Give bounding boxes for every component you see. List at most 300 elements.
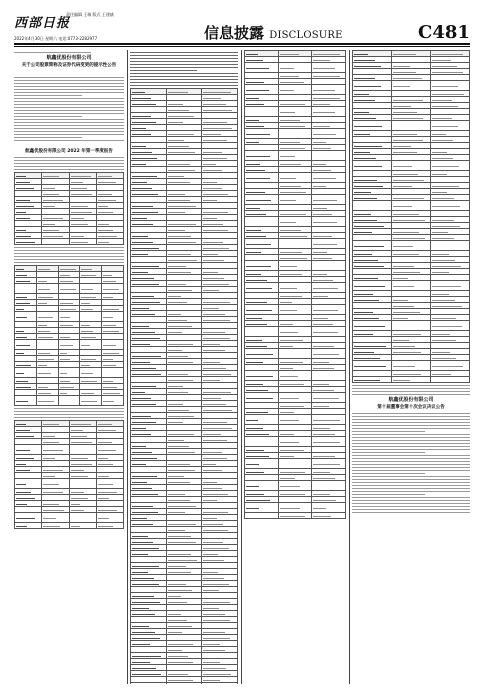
text-line <box>352 422 470 423</box>
table-cell <box>58 340 80 350</box>
table-cell <box>42 523 69 529</box>
section-title <box>204 22 343 43</box>
table-cell <box>36 284 58 294</box>
section-title-cn: 信息披露 <box>204 24 265 42</box>
table-row <box>245 63 346 73</box>
table-cell <box>15 396 37 406</box>
table-cell <box>278 371 312 381</box>
text-line <box>352 497 470 498</box>
text-line <box>352 391 470 392</box>
text-line <box>130 67 238 68</box>
table-row <box>245 437 346 447</box>
table-cell <box>353 281 392 291</box>
table-cell <box>36 396 58 406</box>
text-line <box>352 440 470 441</box>
text-line <box>130 61 238 62</box>
table-cell <box>80 312 102 322</box>
table-cell <box>312 513 346 519</box>
text-line <box>352 506 470 507</box>
table-row <box>15 513 124 523</box>
text-line <box>352 428 470 429</box>
table-row <box>245 195 346 205</box>
text-line <box>352 394 470 395</box>
table-cell <box>312 503 346 513</box>
table-row <box>245 327 346 337</box>
table-cell <box>15 340 37 350</box>
text-line <box>14 259 124 260</box>
table-cell <box>58 312 80 322</box>
text-line <box>130 58 238 59</box>
table-cell <box>278 129 312 139</box>
table-row <box>245 107 346 117</box>
table-cell <box>245 327 279 337</box>
financial-table <box>14 420 124 529</box>
article-code <box>14 52 91 53</box>
table-cell <box>42 513 69 523</box>
table-cell <box>245 513 279 519</box>
article-body <box>352 413 470 513</box>
text-line <box>14 131 124 132</box>
table-cell <box>312 173 346 183</box>
table-cell <box>312 63 346 73</box>
text-line <box>352 446 470 447</box>
table-cell <box>312 151 346 161</box>
text-line <box>14 134 124 135</box>
text-line <box>352 455 470 456</box>
text-line <box>14 253 124 254</box>
table-cell <box>312 305 346 315</box>
table-cell <box>69 239 96 245</box>
table-cell <box>312 261 346 271</box>
table-row <box>353 377 470 383</box>
text-line <box>352 494 425 495</box>
table-cell <box>312 107 346 117</box>
table-row <box>15 284 124 294</box>
text-line <box>14 116 82 117</box>
edition-line: 责任编辑 王瑞 版式 王建斌 <box>66 12 114 17</box>
table-cell <box>431 377 470 383</box>
text-line <box>14 104 124 105</box>
table-cell <box>278 349 312 359</box>
table-row <box>245 503 346 513</box>
article-headline: 第十届董事会第十次会议决议公告 <box>377 405 445 410</box>
table-cell <box>15 513 42 523</box>
text-line <box>14 89 124 90</box>
table-row <box>245 305 346 315</box>
table-cell <box>278 107 312 117</box>
table-cell <box>312 195 346 205</box>
table-row <box>245 393 346 403</box>
table-row <box>245 371 346 381</box>
table-row <box>353 201 470 211</box>
financial-table <box>244 50 346 519</box>
section-title-en: DISCLOSURE <box>269 30 343 41</box>
table-cell <box>312 327 346 337</box>
text-line <box>352 503 470 504</box>
report-headline: 航鑫优股份有限公司 2022 年第一季度报告 <box>25 149 113 154</box>
masthead <box>14 12 114 31</box>
table-cell <box>392 161 431 171</box>
text-line <box>14 125 124 126</box>
text-line <box>352 385 470 386</box>
table-row <box>353 281 470 291</box>
table-cell <box>245 349 279 359</box>
column-divider <box>127 50 128 684</box>
table-cell <box>69 523 96 529</box>
page-number: C481 <box>418 22 470 43</box>
text-line <box>352 449 470 450</box>
text-line <box>352 431 425 432</box>
text-line <box>352 512 470 513</box>
text-line <box>14 140 124 141</box>
table-cell <box>36 368 58 378</box>
table-cell <box>312 393 346 403</box>
text-line <box>352 434 470 435</box>
table-row <box>245 513 346 519</box>
table-cell <box>312 217 346 227</box>
table-cell <box>353 377 392 383</box>
dateline: 2022年4月30日 星期六 电话:0773-2282977 <box>14 36 98 41</box>
text-line <box>14 77 124 78</box>
table-cell <box>245 459 279 469</box>
table-cell <box>80 340 102 350</box>
article-company-name: 航鑫优股份有限公司 <box>46 55 92 61</box>
text-line <box>14 411 124 412</box>
financial-table <box>130 88 238 684</box>
table-cell <box>312 459 346 469</box>
table-cell <box>431 161 470 171</box>
table-cell <box>58 396 80 406</box>
table-cell <box>392 361 431 371</box>
text-line <box>130 55 238 56</box>
table-row <box>245 85 346 95</box>
table-row <box>245 261 346 271</box>
table-row <box>15 396 124 406</box>
text-line <box>352 388 470 389</box>
text-line <box>130 64 238 65</box>
text-line <box>352 461 470 462</box>
table-cell <box>96 239 123 245</box>
table-cell <box>431 81 470 91</box>
column-divider <box>241 50 242 684</box>
table-cell <box>245 305 279 315</box>
text-line <box>14 107 124 108</box>
column-4 <box>352 50 470 684</box>
text-line <box>14 137 82 138</box>
table-row <box>15 479 124 489</box>
article-body <box>14 408 124 418</box>
table-cell <box>245 481 279 491</box>
table-cell <box>353 361 392 371</box>
text-line <box>14 119 124 120</box>
text-line <box>14 256 124 257</box>
text-line <box>352 509 470 510</box>
table-row <box>245 173 346 183</box>
table-cell <box>245 63 279 73</box>
table-cell <box>166 683 202 685</box>
table-cell <box>96 445 123 455</box>
column-3 <box>244 50 346 684</box>
table-cell <box>245 85 279 95</box>
table-row <box>353 161 470 171</box>
text-line <box>14 92 124 93</box>
table-cell <box>96 523 123 529</box>
table-cell <box>131 683 167 685</box>
text-line <box>130 82 238 83</box>
article-headline: 关于公司股票简称及证券代码变更的提示性公告 <box>21 63 117 68</box>
table-row <box>15 312 124 322</box>
table-cell <box>245 393 279 403</box>
table-cell <box>102 340 124 350</box>
table-cell <box>15 368 37 378</box>
text-line <box>14 101 124 102</box>
newspaper-logo: 西部日报 <box>14 16 71 31</box>
text-line <box>352 467 470 468</box>
text-line <box>352 500 470 501</box>
table-row <box>245 459 346 469</box>
table-row <box>245 151 346 161</box>
text-line <box>352 464 470 465</box>
table-cell <box>278 85 312 95</box>
table-cell <box>278 327 312 337</box>
table-cell <box>353 321 392 331</box>
text-line <box>14 80 124 81</box>
text-line <box>352 443 470 444</box>
table-cell <box>431 201 470 211</box>
table-row <box>245 129 346 139</box>
text-line <box>352 479 470 480</box>
text-line <box>14 169 124 170</box>
table-cell <box>245 151 279 161</box>
table-cell <box>69 445 96 455</box>
table-cell <box>102 284 124 294</box>
table-cell <box>312 349 346 359</box>
table-row <box>353 81 470 91</box>
financial-table <box>14 265 124 406</box>
table-cell <box>245 239 279 249</box>
article-company-name: 航鑫优股份有限公司 <box>388 397 434 403</box>
text-line <box>352 470 470 471</box>
table-cell <box>431 281 470 291</box>
financial-table <box>14 172 124 245</box>
table-cell <box>353 201 392 211</box>
table-row <box>131 683 238 685</box>
table-cell <box>392 81 431 91</box>
table-cell <box>245 173 279 183</box>
text-line <box>352 485 470 486</box>
article-body <box>14 157 124 170</box>
table-cell <box>69 479 96 489</box>
table-cell <box>245 261 279 271</box>
text-line <box>130 52 238 53</box>
table-cell <box>278 173 312 183</box>
table-cell <box>102 368 124 378</box>
table-cell <box>431 321 470 331</box>
column-2 <box>130 50 238 684</box>
table-cell <box>58 368 80 378</box>
table-cell <box>431 121 470 131</box>
table-cell <box>353 121 392 131</box>
table-cell <box>392 201 431 211</box>
table-cell <box>312 415 346 425</box>
table-cell <box>278 63 312 73</box>
table-cell <box>245 415 279 425</box>
table-cell <box>312 129 346 139</box>
table-cell <box>245 283 279 293</box>
financial-table <box>352 50 470 383</box>
table-cell <box>15 284 37 294</box>
table-cell <box>392 281 431 291</box>
table-cell <box>102 312 124 322</box>
table-cell <box>245 195 279 205</box>
table-row <box>15 340 124 350</box>
table-row <box>15 523 124 529</box>
text-line <box>14 157 124 158</box>
text-line <box>352 416 470 417</box>
text-line <box>352 413 470 414</box>
table-row <box>353 321 470 331</box>
table-cell <box>312 437 346 447</box>
header-rule <box>14 43 470 45</box>
table-cell <box>96 479 123 489</box>
table-cell <box>96 513 123 523</box>
table-cell <box>15 312 37 322</box>
text-line <box>14 247 124 248</box>
table-cell <box>36 312 58 322</box>
table-cell <box>392 241 431 251</box>
table-cell <box>392 321 431 331</box>
table-cell <box>36 340 58 350</box>
text-line <box>14 86 124 87</box>
table-cell <box>392 377 431 383</box>
text-line <box>130 73 238 74</box>
text-line <box>14 417 124 418</box>
table-cell <box>80 396 102 406</box>
table-row <box>245 239 346 249</box>
table-cell <box>278 151 312 161</box>
text-line <box>352 452 425 453</box>
article-meta <box>14 71 124 75</box>
table-cell <box>278 503 312 513</box>
text-line <box>352 458 470 459</box>
table-cell <box>278 195 312 205</box>
table-cell <box>15 239 42 245</box>
text-line <box>14 95 82 96</box>
table-cell <box>245 371 279 381</box>
table-cell <box>80 284 102 294</box>
table-cell <box>58 284 80 294</box>
text-line <box>14 166 124 167</box>
text-line <box>352 491 470 492</box>
text-line <box>130 85 238 86</box>
text-line <box>130 79 238 80</box>
table-cell <box>42 479 69 489</box>
table-cell <box>278 305 312 315</box>
text-line <box>352 488 470 489</box>
table-cell <box>312 239 346 249</box>
text-line <box>14 83 124 84</box>
text-line <box>14 122 124 123</box>
table-row <box>15 368 124 378</box>
text-line <box>352 482 470 483</box>
table-cell <box>278 283 312 293</box>
table-row <box>15 445 124 455</box>
text-line <box>352 476 470 477</box>
text-line <box>14 262 124 263</box>
text-line <box>352 437 470 438</box>
table-cell <box>245 217 279 227</box>
text-line <box>14 98 124 99</box>
text-line <box>14 414 124 415</box>
table-cell <box>431 361 470 371</box>
table-cell <box>278 239 312 249</box>
text-line <box>130 70 197 71</box>
table-cell <box>353 161 392 171</box>
table-cell <box>278 481 312 491</box>
table-row <box>15 239 124 245</box>
table-cell <box>278 261 312 271</box>
table-cell <box>245 437 279 447</box>
table-cell <box>42 445 69 455</box>
table-row <box>245 481 346 491</box>
article-body <box>130 52 238 86</box>
table-cell <box>202 683 238 685</box>
table-row <box>245 283 346 293</box>
table-cell <box>312 85 346 95</box>
table-cell <box>278 393 312 403</box>
table-row <box>353 121 470 131</box>
table-cell <box>80 368 102 378</box>
text-line <box>14 160 124 161</box>
table-cell <box>353 81 392 91</box>
text-line <box>14 250 124 251</box>
table-cell <box>278 437 312 447</box>
table-cell <box>69 513 96 523</box>
table-cell <box>312 283 346 293</box>
text-line <box>14 163 124 164</box>
table-cell <box>245 107 279 117</box>
text-line <box>14 110 124 111</box>
text-line <box>352 419 470 420</box>
table-row <box>353 361 470 371</box>
table-row <box>245 217 346 227</box>
table-cell <box>431 241 470 251</box>
text-line <box>14 408 124 409</box>
table-cell <box>15 479 42 489</box>
header-rule-thin <box>14 46 470 47</box>
table-cell <box>312 371 346 381</box>
text-line <box>352 425 470 426</box>
article-body <box>14 247 124 263</box>
table-cell <box>245 503 279 513</box>
table-row <box>353 241 470 251</box>
text-line <box>130 76 238 77</box>
table-cell <box>245 129 279 139</box>
article-body <box>352 385 470 395</box>
table-cell <box>15 445 42 455</box>
column-1 <box>14 50 124 684</box>
table-cell <box>353 241 392 251</box>
text-line <box>14 113 124 114</box>
column-divider <box>349 50 350 684</box>
text-line <box>14 128 124 129</box>
table-row <box>245 415 346 425</box>
table-cell <box>278 415 312 425</box>
article-body <box>14 77 124 141</box>
table-cell <box>278 513 312 519</box>
table-cell <box>102 396 124 406</box>
table-cell <box>278 459 312 469</box>
